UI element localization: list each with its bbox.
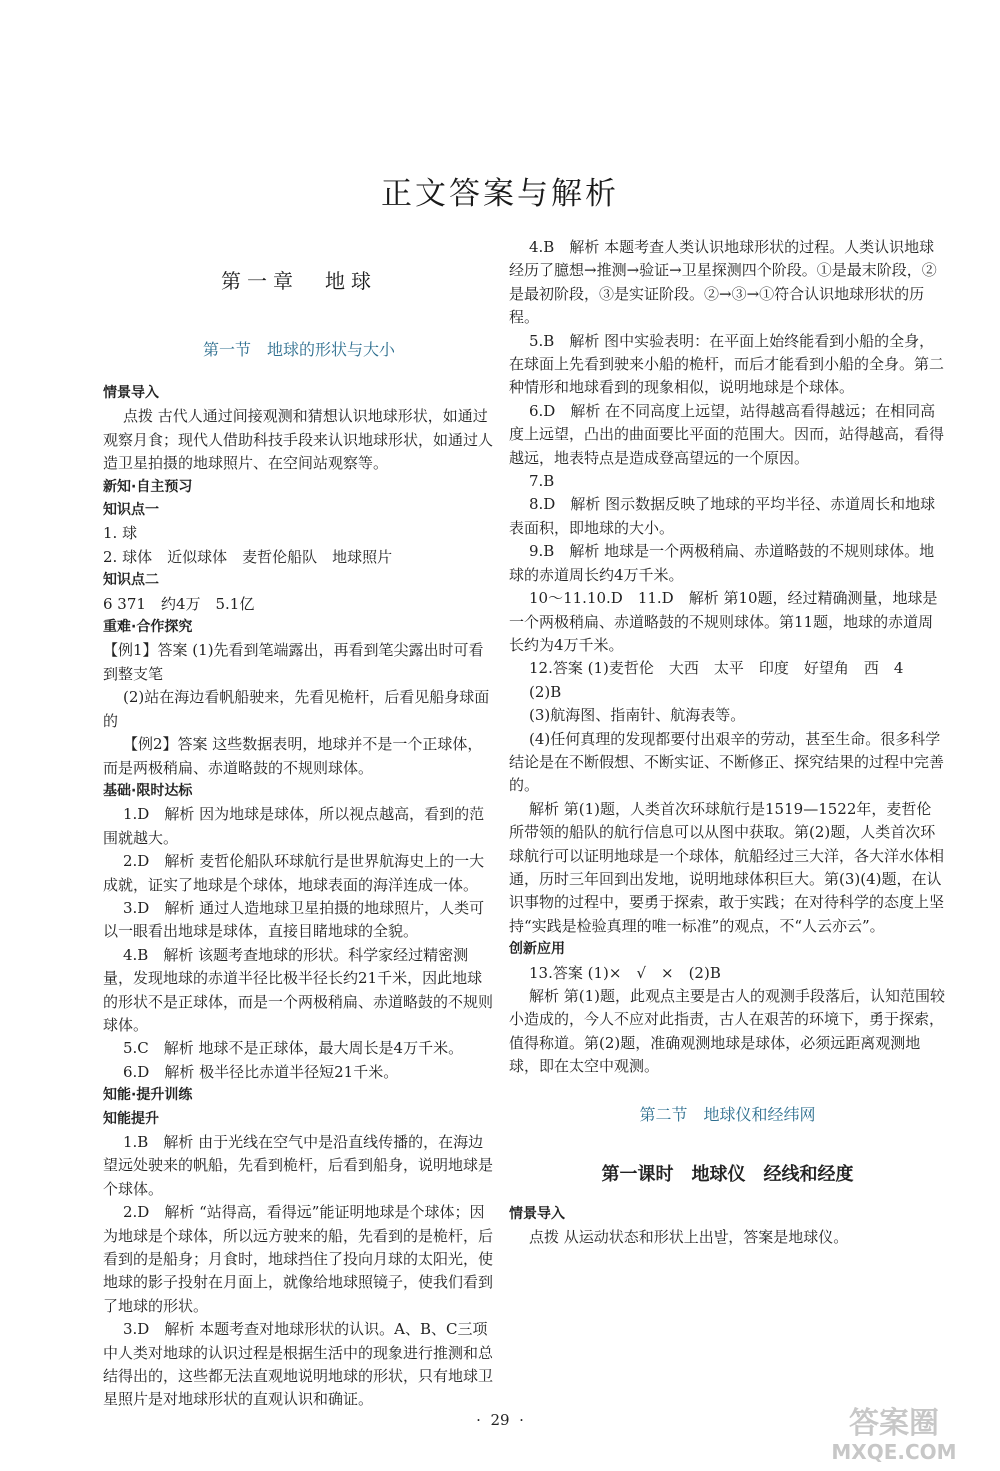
subheading: 知能·提升训练 [103,1087,193,1104]
text-paragraph: 1.D 解析 因为地球是球体，所以视点越高，看到的范围就越大。 [103,805,485,847]
text-paragraph: 解析 第(1)题，人类首次环球航行是1519—1522年，麦哲伦所带领的船队的航行信息可以从图中获取。第(2)题，人类首次环球航行可以证明地球是一个球体，航船经过三大洋，各大洋水体相通，历时三年回到出发地，说明地球体积巨大。第(3)(4)题，在认识事物的过程中，要勇于探索，敢于实践；在对待科学的态度上坚持“实践是检验真理的唯一标准”的观点，不“人云亦云”。 [509,799,945,935]
text-paragraph: 4.B 解析 本题考查人类认识地球形状的过程。人类认识地球经历了臆想→推测→验证→卫星探测四个阶段。①是最末阶段，②是最初阶段，③是实证阶段。②→③→①符合认识地球形状的历程。 [509,238,937,327]
text-paragraph: 6 371 约4万 5.1亿 [103,594,255,613]
subheading: 知识点一 [103,502,159,519]
section-title-1: 第一节 地球的形状与大小 [202,340,395,359]
right-column [509,236,946,1249]
text-paragraph: 1.B 解析 由于光线在空气中是沿直线传播的，在海边望远处驶来的帆船，先看到桅杆，后看到船身，说明地球是个球体。 [103,1133,494,1198]
left-column [103,236,495,1412]
text-paragraph: 10～11.10.D 11.D 解析 第10题，经过精确测量，地球是一个两极稍扁、赤道略鼓的不规则球体。第11题，地球的赤道周长约为4万千米。 [509,589,938,654]
text-paragraph: (2)B [529,682,562,701]
text-paragraph: 5.B 解析 图中实验表明：在平面上始终能看到小船的全身，在球面上先看到驶来小船的桅杆，而后才能看到小船的全身。第二种情形和地球看到的现象相似，说明地球是个球体。 [509,331,945,397]
text-paragraph: 5.C 解析 地球不是正球体，最大周长是4万千米。 [123,1039,464,1058]
text-paragraph: (3)航海图、指南针、航海表等。 [529,706,746,725]
text-paragraph: 6.D 解析 在不同高度上远望，站得越高看得越远；在相同高度上远望，凸出的曲面要比平面的范围大。因而，站得越高，看得越远，地表特点是造成登高望远的一个原因。 [509,401,945,467]
text-paragraph: 12.答案 (1)麦哲伦 大西 太平 印度 好望角 西 4 [529,659,904,678]
lesson-title: 第一课时 地球仪 经线和经度 [601,1163,854,1185]
subheading: 情景导入 [509,1205,565,1222]
chapter-title: 第一章 地球 [221,269,377,293]
text-paragraph: 13.答案 (1)× √ × (2)B [529,963,721,982]
text-paragraph: 3.D 解析 通过人造地球卫星拍摄的地球照片，人类可以一眼看出地球是球体，直接目睹地球的全貌。 [103,898,485,941]
text-paragraph: 8.D 解析 图示数据反映了地球的平均半径、赤道周长和地球表面积，即地球的大小。 [509,495,936,537]
text-paragraph: 1. 球 [103,524,138,543]
right-column-tail [509,1203,946,1250]
subheading: 新知·自主预习 [103,478,193,495]
text-paragraph: 2.D 解析 “站得高，看得远”能证明地球是个球体；因为地球是个球体，所以远方驶来的船，先看到的是桅杆，后看到的是船身；月食时，地球挡住了投向月球的太阳光，使地球的影子投射在月面上，就像给地球照镜子，使我们看到了地球的形状。 [103,1203,494,1315]
subheading: 情景导入 [103,385,159,401]
text-paragraph: (2)站在海边看帆船驶来，先看见桅杆，后看见船身球面的 [103,688,490,730]
right-column-body [509,236,946,1079]
text-paragraph: 2.D 解析 麦哲伦船队环球航行是世界航海史上的一大成就，证实了地球是个球体，地球表面的海洋连成一体。 [103,852,485,894]
watermark-text: 答案圈 [849,1406,939,1441]
page-number: · 29 · [476,1411,524,1429]
text-paragraph: 【例1】答案 (1)先看到笔端露出，再看到笔尖露出时可看到整支笔 [103,641,484,683]
text-paragraph: 6.D 解析 极半径比赤道半径短21千米。 [123,1062,399,1081]
subheading: 基础·限时达标 [103,782,193,799]
text-paragraph: 点拨 从运动状态和形状上出발，答案是地球仪。 [529,1228,849,1247]
page-number-value: 29 [490,1411,510,1429]
watermark-logo [807,1399,982,1465]
subheading: 创新应用 [509,941,565,958]
subheading: 知识点二 [103,572,159,589]
subheading: 重难·合作探究 [103,619,193,636]
page-title: 正文答案与解析 [381,176,619,212]
text-paragraph: 3.D 解析 本题考查对地球形状的认识。A、B、C三项中人类对地球的认识过程是根据生活中的现象进行推测和总结得出的，这些都无法直观地说明地球的形状，只有地球卫星照片是对地球形状的直观认识和确证。 [103,1320,494,1409]
subheading: 知能提升 [103,1110,159,1127]
text-paragraph: 解析 第(1)题，此观点主要是古人的观测手段落后，认知范围较小造成的，今人不应对此指责，古人在艰苦的环境下，勇于探索，值得称道。第(2)题，准确观测地球是球体，必须远距离观测地球，即在太空中观测。 [509,987,946,1076]
text-paragraph: 【例2】答案 这些数据表明，地球并不是一个正球体，而是两极稍扁、赤道略鼓的不规则球体。 [103,735,483,777]
text-paragraph: 4.B 解析 该题考查地球的形状。科学家经过精密测量，发现地球的赤道半径比极半径长约21千米，因此地球的形状不是正球体，而是一个两极稍扁、赤道略鼓的不规则球体。 [103,945,494,1034]
watermark-url: MXQE.COM [831,1440,957,1464]
text-paragraph: 9.B 解析 地球是一个两极稍扁、赤道略鼓的不规则球体。地球的赤道周长约4万千米。 [509,542,935,584]
text-paragraph: 点拨 古代人通过间接观测和猜想认识地球形状，如通过观察月食；现代人借助科技手段来认识地球形状，如通过人造卫星拍摄的地球照片、在空间站观察等。 [103,407,494,473]
left-column-body [103,382,495,1412]
text-paragraph: (4)任何真理的发现都要付出艰辛的劳动，甚至生命。很多科学结论是在不断假想、不断实证、不断修正、探究结果的过程中完善的。 [509,729,945,795]
text-paragraph: 7.B [529,472,555,491]
text-paragraph: 2. 球体 近似球体 麦哲伦船队 地球照片 [103,547,393,566]
section-title-2: 第二节 地球仪和经纬网 [639,1104,816,1124]
